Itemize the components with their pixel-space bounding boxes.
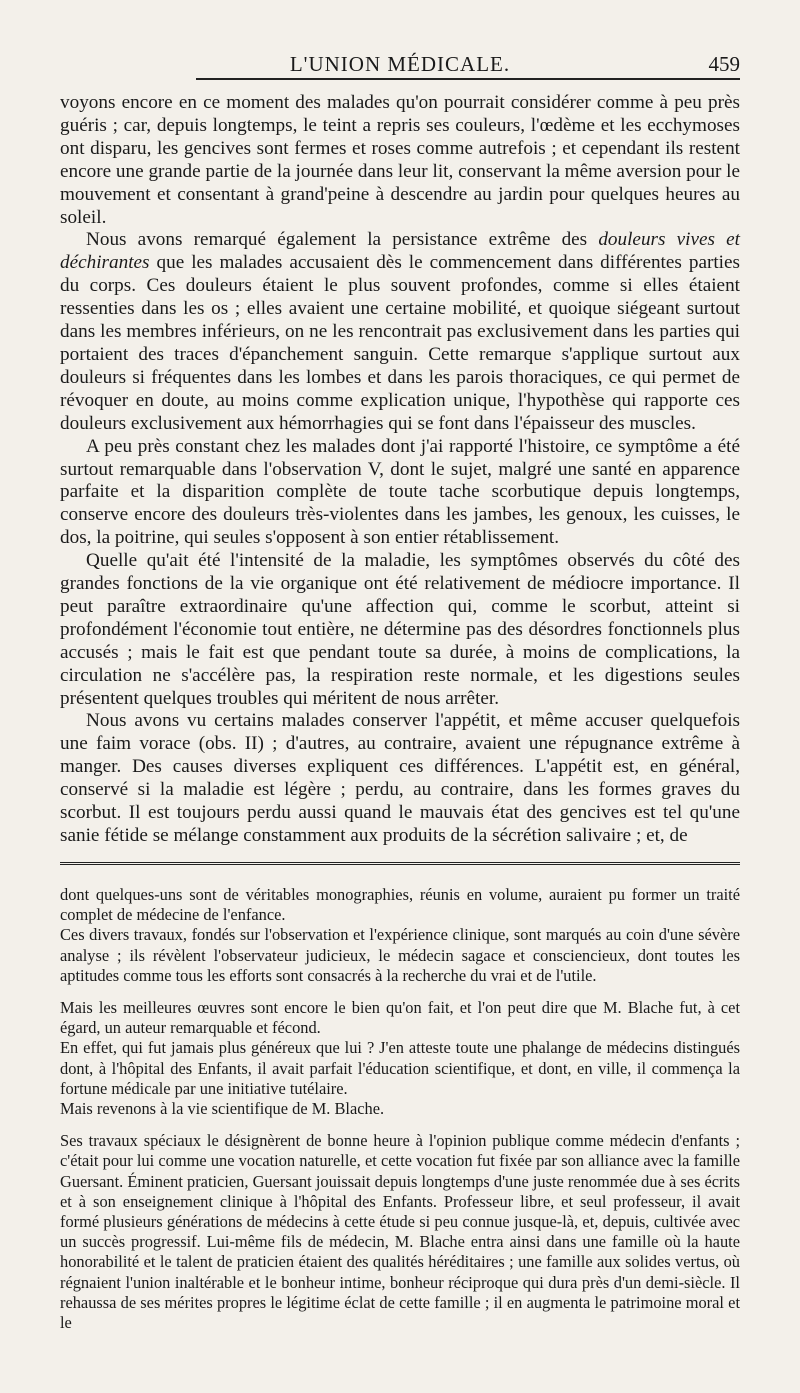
main-text bbox=[60, 92, 740, 848]
feuilleton-text bbox=[60, 885, 740, 1333]
feuilleton-paragraph: Ses travaux spéciaux le désignèrent de bonne heure à l'opinion publique comme médecin d'enfants ; c'était pour lui comme une vocation naturelle, et cette vocation fut fixée par son alliance avec la famille Guersant. Éminent praticien, Guersant jouissait depuis longtemps d'une juste renommée due à ses écrits et à son enseignement clinique à l'hôpital des Enfants. Professeur libre, et seul professeur, il avait formé plusieurs générations de médecins à cette étude si peu connue jusque-là, et, depuis, cultivée avec un succès progressif. Lui-même fils de médecin, M. Blache entra ainsi dans une famille où la haute honorabilité et le talent de praticien étaient des qualités héréditaires ; une famille aux solides vertus, où régnaient l'union inaltérable et le bonheur intime, bonheur réciproque qui dura près d'un demi-siècle. Il rehaussa de ses mérites propres le légitime éclat de cette famille ; il en augmenta le patrimoine moral et le bbox=[60, 1131, 740, 1332]
page-header bbox=[60, 40, 740, 84]
feuilleton-paragraph: Mais revenons à la vie scientifique de M. Blache. bbox=[60, 1098, 385, 1118]
main-paragraph: Nous avons vu certains malades conserver l'appétit, et même accuser quelquefois une faim vorace (obs. II) ; d'autres, au contraire, avaient une répugnance extrême à manger. Des causes diverses expliquent ces différences. L'appétit est, en général, conservé si la maladie est légère ; perdu, au contraire, dans les formes graves du scorbut. Il est toujours perdu aussi quand le mauvais état des gencives est tel qu'une sanie fétide se mélange constamment aux produits de la sécrétion salivaire ; et, de bbox=[60, 710, 740, 846]
main-paragraph: voyons encore en ce moment des malades qu'on pourrait considérer comme à peu près guéris ; car, depuis longtemps, le teint a repris ses couleurs, l'œdème et les ecchymoses ont disparu, les gencives sont fermes et roses comme autrefois ; et cependant ils restent encore une grande partie de la journée dans leur lit, conservant la même aversion pour le mouvement et consentant à grand'peine à descendre au jardin pour quelques heures au soleil. bbox=[60, 92, 740, 228]
feuilleton-paragraph: Mais les meilleures œuvres sont encore le bien qu'on fait, et l'on peut dire que M. Blache fut, à cet égard, un auteur remarquable et fécond. bbox=[60, 997, 740, 1038]
header-rule bbox=[196, 78, 740, 80]
paragraph-text: que les malades accusaient dès le commencement dans différentes parties du corps. Ces douleurs étaient le plus souvent profondes, comme si elles étaient ressenties dans les os ; elles avaient une certaine mobilité, et quoique siégeant surtout dans les membres inférieurs, on ne les rencontrait pas exclusivement dans les parties qui portaient des traces d'épanchement sanguin. Cette remarque s'applique surtout aux douleurs si fréquentes dans les lombes et dans les parois thoraciques, ce qui permet de révoquer en doute, au moins comme explication unique, l'hypothèse qui rapporte ces douleurs exclusivement aux hémorrhagies qui se font dans l'épaisseur des muscles. bbox=[60, 252, 740, 434]
main-paragraph: Quelle qu'ait été l'intensité de la maladie, les symptômes observés du côté des grandes fonctions de la vie organique ont été relativement de médiocre importance. Il peut paraître extraordinaire qu'une affection qui, comme le scorbut, atteint si profondément l'économie tout entière, ne détermine pas des désordres fonctionnels plus accusés ; mais le fait est que pendant toute sa durée, à moins de complications, la circulation ne s'accélère pas, la respiration reste normale, et les digestions seules présentent quelques troubles qui méritent de nous arrêter. bbox=[60, 550, 740, 709]
feuilleton-paragraph: Ces divers travaux, fondés sur l'observation et l'expérience clinique, sont marqués au coin d'une sévère analyse ; ils révèlent l'observateur judicieux, le médecin sagace et consciencieux, dont toutes les aptitudes comme tous les efforts sont consacrés à la recherche du vrai et de l'utile. bbox=[60, 925, 740, 985]
feuilleton-paragraph: En effet, qui fut jamais plus généreux que lui ? J'en atteste toute une phalange de médecins distingués dont, à l'hôpital des Enfants, il avait parfait l'éducation scientifique, et dont, en ville, il commença la fortune médicale par une initiative tutélaire. bbox=[60, 1038, 740, 1098]
paragraph-text: Nous avons remarqué également la persistance extrême des bbox=[86, 229, 599, 251]
page-number: 459 bbox=[708, 52, 740, 76]
main-paragraph: A peu près constant chez les malades dont j'ai rapporté l'histoire, ce symptôme a été surtout remarquable dans l'observation V, dont le sujet, malgré une santé en apparence parfaite et la disparition complète de toute tache scorbutique depuis longtemps, conserve encore des douleurs très-violentes dans les jambes, les genoux, les cuisses, le dos, la poitrine, qui seules s'opposent à son entier rétablissement. bbox=[60, 435, 740, 549]
document-page bbox=[60, 40, 740, 1360]
emphasis-text: douleurs vives et déchirantes bbox=[60, 229, 740, 274]
feuilleton-paragraph: dont quelques-uns sont de véritables monographies, réunis en volume, auraient pu former un traité complet de médecine de l'enfance. bbox=[60, 884, 740, 925]
main-paragraph bbox=[60, 229, 740, 435]
running-head: L'UNION MÉDICALE. bbox=[289, 52, 511, 76]
section-divider bbox=[60, 862, 740, 867]
